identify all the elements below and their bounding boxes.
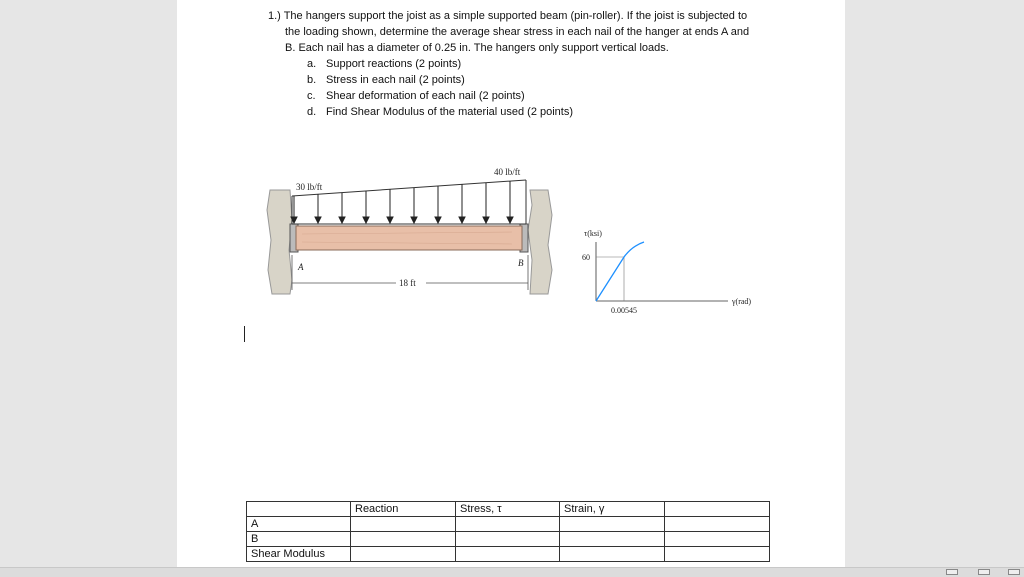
row-label-shear-modulus[interactable]: Shear Modulus — [247, 547, 351, 562]
table-row — [247, 547, 770, 562]
table-cell[interactable] — [351, 547, 456, 562]
row-label-b[interactable]: B — [247, 532, 351, 547]
x-axis-label: γ(rad) — [732, 297, 752, 306]
table-header-row — [247, 502, 770, 517]
table-row — [247, 517, 770, 532]
table-cell[interactable] — [560, 517, 665, 532]
table-cell[interactable] — [456, 547, 560, 562]
stress-strain-figure — [580, 222, 770, 318]
table-cell[interactable] — [351, 532, 456, 547]
table-header-strain[interactable]: Strain, γ — [560, 502, 665, 517]
part-c-marker: c. — [307, 90, 316, 102]
table-cell[interactable] — [665, 517, 770, 532]
right-wall — [528, 190, 552, 294]
y-tick-label: 60 — [582, 253, 590, 262]
table-cell[interactable] — [665, 502, 770, 517]
part-b-marker: b. — [307, 74, 317, 86]
end-a-label: A — [298, 262, 304, 272]
load-left-label: 30 lb/ft — [296, 182, 323, 192]
row-label-a[interactable]: A — [247, 517, 351, 532]
table-cell[interactable] — [456, 517, 560, 532]
results-table — [246, 501, 770, 562]
table-cell[interactable] — [456, 532, 560, 547]
print-layout-button[interactable] — [978, 569, 990, 575]
part-d-text: Find Shear Modulus of the material used (2 points) — [326, 106, 574, 118]
text-cursor — [244, 326, 245, 342]
web-layout-button[interactable] — [1008, 569, 1020, 575]
table-header-stress[interactable]: Stress, τ — [456, 502, 560, 517]
part-b-text: Stress in each nail (2 points) — [326, 74, 465, 86]
table-header-reaction[interactable]: Reaction — [351, 502, 456, 517]
span-label: 18 ft — [399, 278, 416, 288]
part-a-marker: a. — [307, 58, 317, 70]
table-cell[interactable] — [247, 502, 351, 517]
load-top — [292, 180, 526, 196]
part-a-text: Support reactions (2 points) — [326, 58, 462, 70]
table-cell[interactable] — [351, 517, 456, 532]
end-b-label: B — [518, 258, 524, 268]
y-axis-label: τ(ksi) — [584, 229, 602, 238]
load-right-label: 40 lb/ft — [494, 167, 521, 177]
beam-figure — [262, 160, 562, 300]
table-row — [247, 532, 770, 547]
table-cell[interactable] — [665, 547, 770, 562]
part-d-marker: d. — [307, 106, 317, 118]
joist — [296, 226, 522, 250]
stress-strain-curve — [596, 242, 644, 301]
table-cell[interactable] — [665, 532, 770, 547]
x-tick-label: 0.00545 — [611, 306, 637, 315]
problem-line-1: 1.) The hangers support the joist as a simple supported beam (pin-roller). If the joist is subjected to — [268, 10, 748, 22]
part-c-text: Shear deformation of each nail (2 points) — [326, 90, 525, 102]
read-mode-button[interactable] — [946, 569, 958, 575]
load-arrows — [291, 181, 513, 223]
table-cell[interactable] — [560, 532, 665, 547]
problem-line-2: the loading shown, determine the average shear stress in each nail of the hanger at ends A and — [285, 26, 750, 38]
problem-line-3: B. Each nail has a diameter of 0.25 in. The hangers only support vertical loads. — [285, 42, 669, 54]
left-wall — [267, 190, 292, 294]
table-cell[interactable] — [560, 547, 665, 562]
